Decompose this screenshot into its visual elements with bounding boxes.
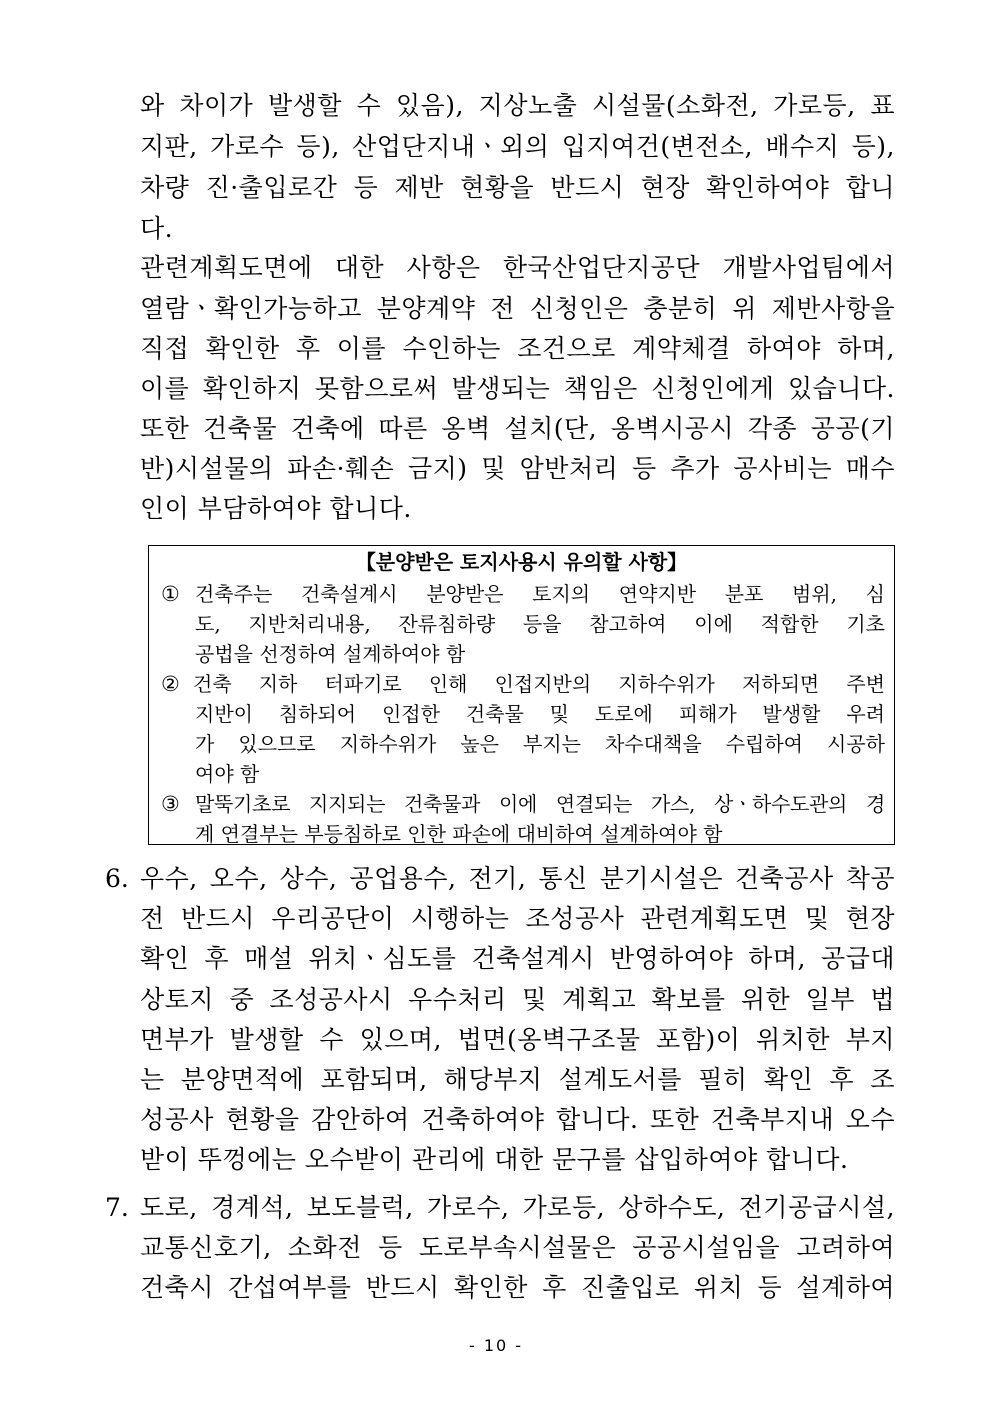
page-number: - 10 - [468, 1336, 524, 1355]
intro-line-3: 차량 진·출입로간 등 제반 현황을 반드시 현장 확인하여야 합니 [140, 173, 895, 202]
section-6-line-4: 상토지 중 조성공사시 우수처리 및 계획고 확보를 위한 일부 법 [140, 985, 895, 1014]
notice-item-1-line-2: 도, 지반처리내용, 잔류침하량 등을 참고하여 이에 적합한 기초 [195, 612, 885, 636]
plan-line-6: 반)시설물의 파손·훼손 금지) 및 암반처리 등 추가 공사비는 매수 [140, 454, 895, 483]
notice-box [148, 545, 895, 845]
section-6-line-8: 받이 뚜껑에는 오수받이 관리에 대한 문구를 삽입하여야 합니다. [140, 1145, 849, 1174]
section-6-line-5: 면부가 발생할 수 있으며, 법면(옹벽구조물 포함)이 위치한 부지 [140, 1025, 895, 1054]
plan-line-1: 관련계획도면에 대한 사항은 한국산업단지공단 개발사업팀에서 [140, 253, 895, 282]
notice-item-1-line-3: 공법을 선정하여 설계하여야 함 [195, 642, 466, 666]
notice-item-3-line-1: 말뚝기초로 지지되는 건축물과 이에 연결되는 가스, 상ㆍ하수도관의 경 [195, 792, 885, 816]
intro-line-2: 지판, 가로수 등), 산업단지내ㆍ외의 입지여건(변전소, 배수지 등), [140, 132, 895, 161]
notice-marker-2: ② [161, 672, 180, 696]
section-6-line-6: 는 분양면적에 포함되며, 해당부지 설계도서를 필히 확인 후 조 [140, 1065, 895, 1094]
intro-line-1: 와 차이가 발생할 수 있음), 지상노출 시설물(소화전, 가로등, 표 [140, 91, 895, 120]
plan-line-5: 또한 건축물 건축에 따른 옹벽 설치(단, 옹벽시공시 각종 공공(기 [140, 414, 895, 443]
plan-line-3: 직접 확인한 후 이를 수인하는 조건으로 계약체결 하여야 하며, [140, 334, 895, 363]
notice-marker-3: ③ [161, 792, 180, 816]
section-7-line-2: 교통신호기, 소화전 등 도로부속시설물은 공공시설임을 고려하여 [140, 1233, 895, 1262]
section-7-line-3: 건축시 간섭여부를 반드시 확인한 후 진출입로 위치 등 설계하여 [140, 1273, 895, 1302]
notice-item-2-line-2: 지반이 침하되어 인접한 건축물 및 도로에 피해가 발생할 우려 [195, 702, 885, 726]
notice-item-2-line-4: 여야 함 [195, 762, 260, 786]
notice-item-1-line-1: 건축주는 건축설계시 분양받은 토지의 연약지반 분포 범위, 심 [195, 582, 885, 606]
intro-line-4: 다. [140, 214, 174, 243]
plan-line-7: 인이 부담하여야 합니다. [140, 494, 412, 523]
section-7-number: 7. [105, 1193, 129, 1222]
section-6-line-1: 우수, 오수, 상수, 공업용수, 전기, 통신 분기시설은 건축공사 착공 [140, 864, 895, 893]
notice-item-2-line-3: 가 있으므로 지하수위가 높은 부지는 차수대책을 수립하여 시공하 [195, 732, 885, 756]
section-6-line-7: 성공사 현황을 감안하여 건축하여야 합니다. 또한 건축부지내 오수 [140, 1105, 895, 1134]
section-7-line-1: 도로, 경계석, 보도블럭, 가로수, 가로등, 상하수도, 전기공급시설, [140, 1193, 895, 1222]
section-6-line-2: 전 반드시 우리공단이 시행하는 조성공사 관련계획도면 및 현장 [140, 904, 895, 933]
plan-line-2: 열람ㆍ확인가능하고 분양계약 전 신청인은 충분히 위 제반사항을 [140, 294, 895, 323]
notice-item-3-line-2: 계 연결부는 부등침하로 인한 파손에 대비하여 설계하여야 함 [195, 822, 723, 846]
notice-title: 【분양받은 토지사용시 유의할 사항】 [355, 550, 688, 574]
notice-item-2-line-1: 건축 지하 터파기로 인해 인접지반의 지하수위가 저하되면 주변 [193, 672, 885, 696]
section-6-line-3: 확인 후 매설 위치ㆍ심도를 건축설계시 반영하여야 하며, 공급대 [140, 944, 895, 973]
section-6-number: 6. [105, 864, 129, 893]
plan-line-4: 이를 확인하지 못함으로써 발생되는 책임은 신청인에게 있습니다. [140, 374, 895, 403]
notice-marker-1: ① [161, 582, 180, 606]
